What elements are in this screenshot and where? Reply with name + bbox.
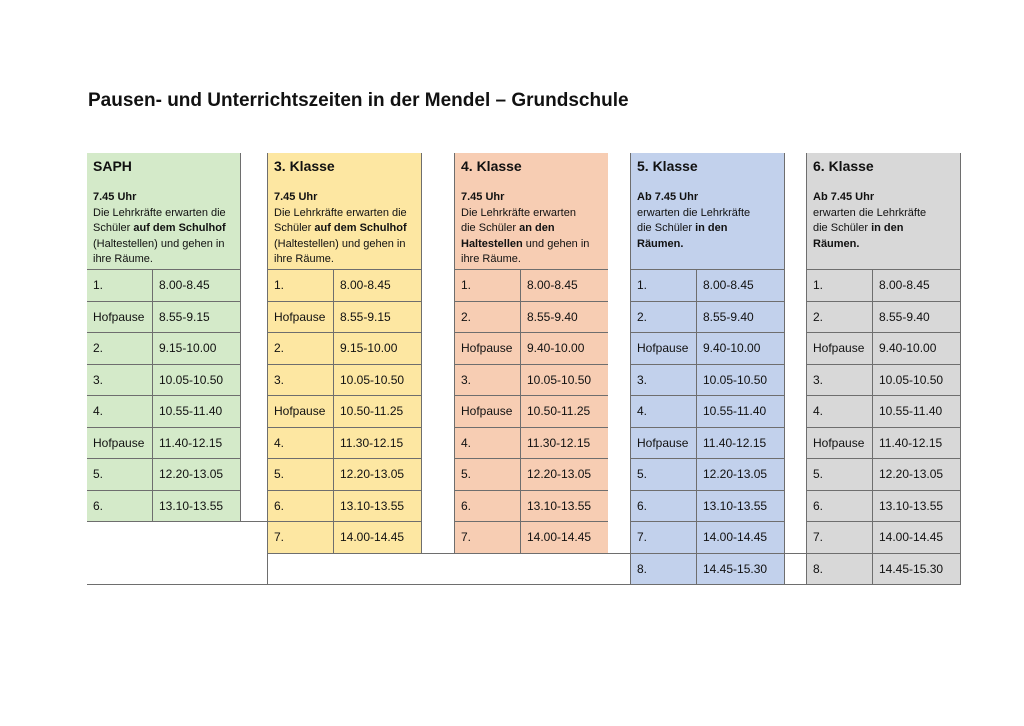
page-title: Pausen- und Unterrichtszeiten in der Mendel – Grundschule: [88, 90, 629, 111]
lesson-label: 5.: [631, 459, 697, 491]
lesson-time: 13.10-13.55: [873, 491, 961, 523]
lesson-label: 6.: [455, 491, 521, 523]
column-title: SAPH: [93, 158, 132, 174]
lesson-time: 12.20-13.05: [334, 459, 422, 491]
arrival-time: 7.45 Uhr: [274, 191, 318, 203]
description-segment: die Schüler: [813, 222, 872, 234]
lesson-label: 1.: [87, 270, 153, 302]
description-segment: die Schüler: [461, 222, 520, 234]
lesson-label: 4.: [631, 396, 697, 428]
description-segment: an den: [519, 222, 555, 234]
lesson-label: 5.: [87, 459, 153, 491]
description-segment: erwarten die Lehrkräfte: [813, 206, 927, 219]
lesson-time: 8.00-8.45: [334, 270, 422, 302]
description-segment: Die Lehrkräfte erwarten die: [93, 206, 226, 219]
lesson-label: 4.: [807, 396, 873, 428]
lesson-label: Hofpause: [87, 428, 153, 460]
lesson-label: 7.: [268, 522, 334, 554]
lesson-label: 8.: [807, 554, 873, 586]
lesson-time: 14.00-14.45: [521, 522, 609, 554]
lesson-time: 13.10-13.55: [153, 491, 241, 523]
lesson-time: 8.00-8.45: [697, 270, 785, 302]
lesson-time: 12.20-13.05: [873, 459, 961, 491]
lesson-time: 9.15-10.00: [334, 333, 422, 365]
lesson-time: 9.40-10.00: [873, 333, 961, 365]
header-saph: [87, 153, 241, 270]
lesson-time: 11.30-12.15: [521, 428, 609, 460]
arrival-description: [93, 206, 234, 268]
lesson-label: Hofpause: [87, 302, 153, 334]
lesson-time: 10.05-10.50: [334, 365, 422, 397]
description-segment: (Haltestellen) und gehen in: [93, 237, 225, 250]
lesson-time: 10.05-10.50: [521, 365, 609, 397]
lesson-time: 10.05-10.50: [873, 365, 961, 397]
lesson-label: 1.: [268, 270, 334, 302]
description-segment: in den: [695, 222, 728, 234]
lesson-label: 2.: [268, 333, 334, 365]
lesson-time: 10.05-10.50: [153, 365, 241, 397]
lesson-time: 14.00-14.45: [334, 522, 422, 554]
column-title: 5. Klasse: [637, 158, 698, 174]
header-klasse6: [807, 153, 961, 270]
lesson-time: 8.55-9.40: [697, 302, 785, 334]
lesson-time: 10.50-11.25: [334, 396, 422, 428]
description-segment: Schüler: [274, 222, 315, 234]
spacer-column: [608, 153, 631, 554]
header-klasse3: [268, 153, 422, 270]
lesson-time: 8.55-9.40: [873, 302, 961, 334]
lesson-time: 8.55-9.40: [521, 302, 609, 334]
lesson-time: 8.55-9.15: [334, 302, 422, 334]
lesson-label: 2.: [87, 333, 153, 365]
lesson-label: 2.: [455, 302, 521, 334]
lesson-time: 10.05-10.50: [697, 365, 785, 397]
description-segment: die Schüler: [637, 222, 696, 234]
description-segment: ihre Räume.: [461, 253, 521, 265]
description-segment: Haltestellen: [461, 237, 523, 250]
description-segment: ihre Räume.: [274, 253, 334, 265]
empty-area-saph: [87, 522, 268, 585]
description-segment: Die Lehrkräfte erwarten: [461, 206, 576, 219]
lesson-label: 3.: [807, 365, 873, 397]
arrival-time: 7.45 Uhr: [461, 191, 505, 203]
lesson-time: 10.55-11.40: [873, 396, 961, 428]
lesson-label: 4.: [268, 428, 334, 460]
lesson-time: 13.10-13.55: [697, 491, 785, 523]
description-segment: in den: [871, 222, 904, 234]
lesson-label: 3.: [87, 365, 153, 397]
lesson-label: 3.: [268, 365, 334, 397]
lesson-label: Hofpause: [455, 396, 521, 428]
column-title: 6. Klasse: [813, 158, 874, 174]
lesson-time: 11.30-12.15: [334, 428, 422, 460]
column-title: 3. Klasse: [274, 158, 335, 174]
lesson-label: 6.: [807, 491, 873, 523]
lesson-time: 12.20-13.05: [153, 459, 241, 491]
lesson-label: Hofpause: [631, 428, 697, 460]
lesson-label: 7.: [455, 522, 521, 554]
lesson-label: 6.: [268, 491, 334, 523]
description-segment: (Haltestellen) und gehen in: [274, 237, 406, 250]
lesson-label: Hofpause: [268, 302, 334, 334]
lesson-time: 10.50-11.25: [521, 396, 609, 428]
lesson-label: 3.: [455, 365, 521, 397]
lesson-time: 11.40-12.15: [873, 428, 961, 460]
lesson-time: 9.40-10.00: [697, 333, 785, 365]
header-klasse5: [631, 153, 785, 270]
lesson-label: 1.: [631, 270, 697, 302]
lesson-label: Hofpause: [631, 333, 697, 365]
lesson-label: 5.: [807, 459, 873, 491]
arrival-time: Ab 7.45 Uhr: [813, 191, 875, 203]
description-segment: und gehen in: [522, 237, 590, 250]
lesson-label: 7.: [631, 522, 697, 554]
lesson-label: Hofpause: [807, 428, 873, 460]
lesson-label: 4.: [455, 428, 521, 460]
lesson-time: 8.55-9.15: [153, 302, 241, 334]
lesson-time: 14.00-14.45: [697, 522, 785, 554]
lesson-label: 5.: [268, 459, 334, 491]
lesson-label: Hofpause: [455, 333, 521, 365]
lesson-label: 8.: [631, 554, 697, 586]
description-segment: auf dem Schulhof: [314, 222, 407, 234]
lesson-label: 2.: [807, 302, 873, 334]
spacer-column: [422, 153, 455, 554]
lesson-time: 13.10-13.55: [521, 491, 609, 523]
description-segment: Die Lehrkräfte erwarten die: [274, 206, 407, 219]
lesson-time: 10.55-11.40: [697, 396, 785, 428]
lesson-time: 14.00-14.45: [873, 522, 961, 554]
description-segment: ihre Räume.: [93, 253, 153, 265]
spacer-column: [785, 554, 807, 586]
lesson-time: 9.40-10.00: [521, 333, 609, 365]
lesson-time: 11.40-12.15: [153, 428, 241, 460]
lesson-time: 8.00-8.45: [521, 270, 609, 302]
description-segment: Räumen.: [813, 237, 860, 250]
lesson-label: 7.: [807, 522, 873, 554]
description-segment: erwarten die Lehrkräfte: [637, 206, 751, 219]
description-segment: Räumen.: [637, 237, 684, 250]
lesson-label: 5.: [455, 459, 521, 491]
lesson-time: 8.00-8.45: [153, 270, 241, 302]
arrival-time: 7.45 Uhr: [93, 191, 137, 203]
arrival-time: Ab 7.45 Uhr: [637, 191, 699, 203]
arrival-description: [274, 206, 415, 268]
lesson-label: 1.: [807, 270, 873, 302]
lesson-label: Hofpause: [268, 396, 334, 428]
arrival-description: [637, 206, 778, 253]
description-segment: auf dem Schulhof: [133, 222, 226, 234]
arrival-description: [461, 206, 602, 268]
lesson-time: 14.45-15.30: [697, 554, 785, 586]
lesson-label: Hofpause: [807, 333, 873, 365]
lesson-time: 12.20-13.05: [697, 459, 785, 491]
lesson-label: 6.: [631, 491, 697, 523]
spacer-column: [241, 153, 268, 522]
lesson-time: 13.10-13.55: [334, 491, 422, 523]
lesson-label: 3.: [631, 365, 697, 397]
lesson-label: 6.: [87, 491, 153, 523]
lesson-time: 10.55-11.40: [153, 396, 241, 428]
lesson-time: 9.15-10.00: [153, 333, 241, 365]
lesson-time: 12.20-13.05: [521, 459, 609, 491]
column-title: 4. Klasse: [461, 158, 522, 174]
lesson-time: 8.00-8.45: [873, 270, 961, 302]
lesson-time: 14.45-15.30: [873, 554, 961, 586]
lesson-time: 11.40-12.15: [697, 428, 785, 460]
lesson-label: 4.: [87, 396, 153, 428]
arrival-description: [813, 206, 954, 253]
lesson-label: 2.: [631, 302, 697, 334]
lesson-label: 1.: [455, 270, 521, 302]
spacer-column: [785, 153, 807, 554]
description-segment: Schüler: [93, 222, 134, 234]
header-klasse4: [455, 153, 609, 270]
empty-area-34: [268, 554, 631, 586]
